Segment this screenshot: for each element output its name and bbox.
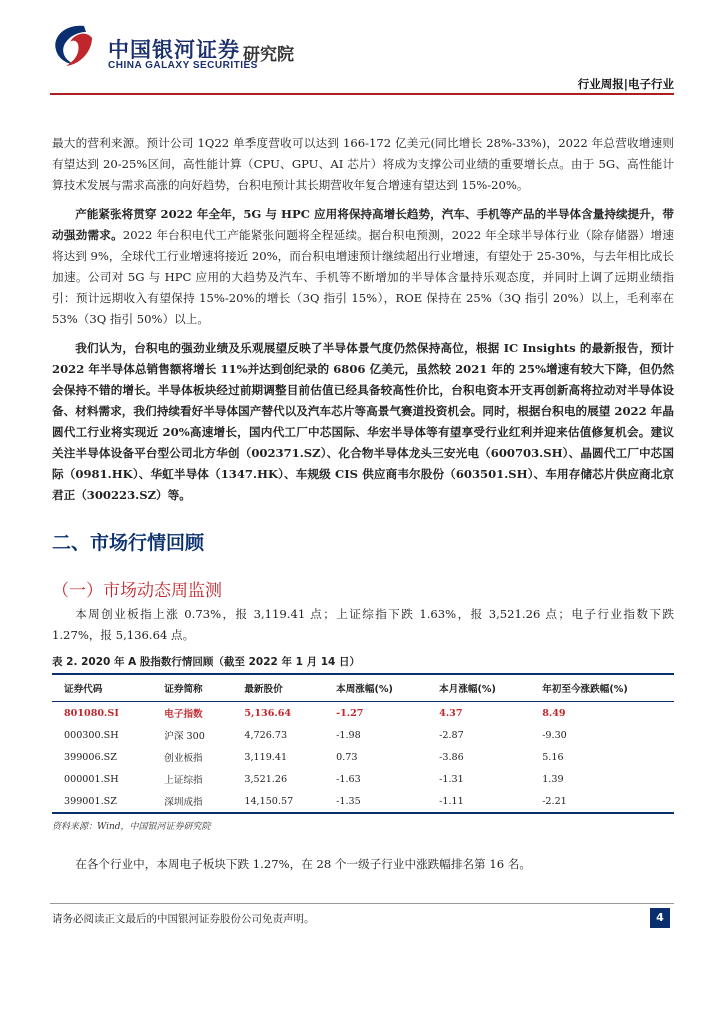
table-cell: 5,136.64 (244, 707, 292, 719)
page-number: 4 (650, 908, 670, 928)
table-cell: 3,119.41 (244, 751, 288, 763)
table-cell: 电子指数 (164, 709, 203, 720)
table-cell: 4.37 (439, 707, 463, 719)
document-type: 行业周报|电子行业 (577, 77, 674, 91)
table-row (52, 702, 674, 725)
header-divider (50, 93, 674, 95)
column-header: 本周涨幅(%) (336, 684, 393, 695)
column-header: 本月涨幅(%) (439, 684, 496, 695)
table-cell: 399006.SZ (64, 751, 117, 763)
table-cell: -1.63 (336, 773, 361, 785)
table-cell: 0.73 (336, 751, 358, 763)
table-cell: 000300.SH (64, 729, 119, 741)
table-cell: 创业板指 (164, 753, 203, 764)
main-content (52, 133, 674, 883)
table-row (52, 746, 674, 768)
paragraph-3: 我们认为，台积电的强劲业绩及乐观展望反映了半导体景气度仍然保持高位，根据 IC Insights 的最新报告，预计 2022 年半导体总销售额将增长 11%并达到创纪录的 6806 亿美元，虽然较 2021 年的 25%增速有较大下降，但仍然会保持不错的增长。半导体板块经过前期调整目前估值已经具备较高性价比，台积电资本开支再创新高将拉动对半导体设备、材料需求，我们持续看好半导体国产替代以及汽车芯片等高景气赛道投资机会。同时，根据台积电的展望 2022 年晶圆代工行业将实现近 20%高速增长，国内代工厂中芯国际、华宏半导体等有望享受行业红利并迎来估值修复机会。建议关注半导体设备平台型公司北方华创（002371.SZ）、化合物半导体龙头三安光电（600703.SH）、晶圆代工厂中芯国际（0981.HK）、华虹半导体（1347.HK）、车规级 CIS 供应商韦尔股份（603501.SH）、车用存储芯片供应商北京君正（300223.SZ）等。 (52, 341, 674, 502)
table-cell: 8.49 (542, 707, 566, 719)
column-header: 证券简称 (164, 684, 203, 695)
table-cell: -1.98 (336, 729, 361, 741)
subsection-heading: （一）市场动态周监测 (52, 581, 222, 601)
footer-disclaimer: 请务必阅读正文最后的中国银河证券股份公司免责声明。 (52, 913, 315, 925)
table-cell: 上证综指 (164, 775, 203, 786)
table-row (52, 790, 674, 813)
index-table (52, 673, 674, 814)
table-cell: -1.31 (439, 773, 464, 785)
table-row (52, 724, 674, 746)
paragraph-2-body: 2022 年台积电代工产能紧张问题将全程延续。据台积电预测，2022 年全球半导体行业（除存储器）增速将达到 9%，全球代工行业增速将接近 20%，而台积电增速预计继续超出行业增速，有望处于 25-30%，与去年相比成长加速。公司对 5G 与 HPC 应用的大趋势及汽车、手机等不断增加的半导体含量持乐观态度，并同时上调了远期业绩指引：预计远期收入有望保持 15%-20%的增长（3Q 指引 15%），ROE 保持在 25%（3Q 指引 20%）以上，毛利率在 53%（3Q 指引 50%）以上。 (52, 228, 674, 326)
table-cell: 000001.SH (64, 773, 119, 785)
table-cell: 沪深 300 (164, 731, 205, 742)
table-cell: -3.86 (439, 751, 464, 763)
table-source: 资料来源：Wind，中国银河证券研究院 (52, 822, 211, 832)
institute-label: 研究院 (243, 45, 294, 65)
table-cell: 14,150.57 (244, 795, 294, 807)
table-cell: 3,521.26 (244, 773, 288, 785)
section-heading: 二、市场行情回顾 (52, 532, 205, 554)
column-header: 最新股价 (244, 684, 283, 695)
table-cell: -1.27 (336, 707, 364, 719)
table-cell: 801080.SI (64, 707, 119, 719)
table-cell: 4,726.73 (244, 729, 288, 741)
table-cell: -2.21 (542, 795, 567, 807)
paragraph-5: 在各个行业中，本周电子板块下跌 1.27%，在 28 个一级子行业中涨跌幅排名第 16 名。 (75, 857, 531, 871)
paragraph-2-lead: 产能紧张将贯穿 2022 年全年，5G 与 HPC 应用将保持高增长趋势，汽车、手机等产品的半导体含量持续提升，带动强劲需求。 (52, 207, 674, 242)
table-cell: 5.16 (542, 751, 564, 763)
footer-divider (50, 903, 674, 904)
paragraph-2 (52, 204, 674, 330)
page-header (0, 0, 724, 92)
logo-english-name: CHINA GALAXY SECURITIES (108, 60, 258, 71)
paragraph-1: 最大的营利来源。预计公司 1Q22 单季度营收可以达到 166-172 亿美元(同比增长 28%-33%)，2022 年总营收增速则有望达到 20-25%区间，高性能计算（CPU、GPU、AI 芯片）将成为支撑公司业绩的重要增长点。由于 5G、高性能计算技术发展与需求高涨的向好趋势，台积电预计其长期营收年复合增速有望达到 15%-20%。 (52, 136, 674, 192)
table-header-row (52, 674, 674, 702)
table-caption: 表 2. 2020 年 A 股指数行情回顾（截至 2022 年 1 月 14 日） (52, 656, 360, 668)
table-cell: 1.39 (542, 773, 564, 785)
table-row (52, 768, 674, 790)
table-cell: 深圳成指 (164, 797, 203, 808)
table-cell: -2.87 (439, 729, 464, 741)
galaxy-logo-icon (48, 20, 98, 70)
paragraph-4: 本周创业板指上涨 0.73%，报 3,119.41 点；上证综指下跌 1.63%，报 3,521.26 点；电子行业指数下跌 1.27%，报 5,136.64 点。 (52, 607, 674, 642)
table-cell: 399001.SZ (64, 795, 117, 807)
column-header: 证券代码 (64, 684, 103, 695)
logo-chinese-name: 中国银河证券 (108, 38, 240, 62)
table-cell: -1.11 (439, 795, 464, 807)
column-header: 年初至今涨跌幅(%) (542, 684, 628, 695)
table-cell: -9.30 (542, 729, 567, 741)
table-cell: -1.35 (336, 795, 361, 807)
